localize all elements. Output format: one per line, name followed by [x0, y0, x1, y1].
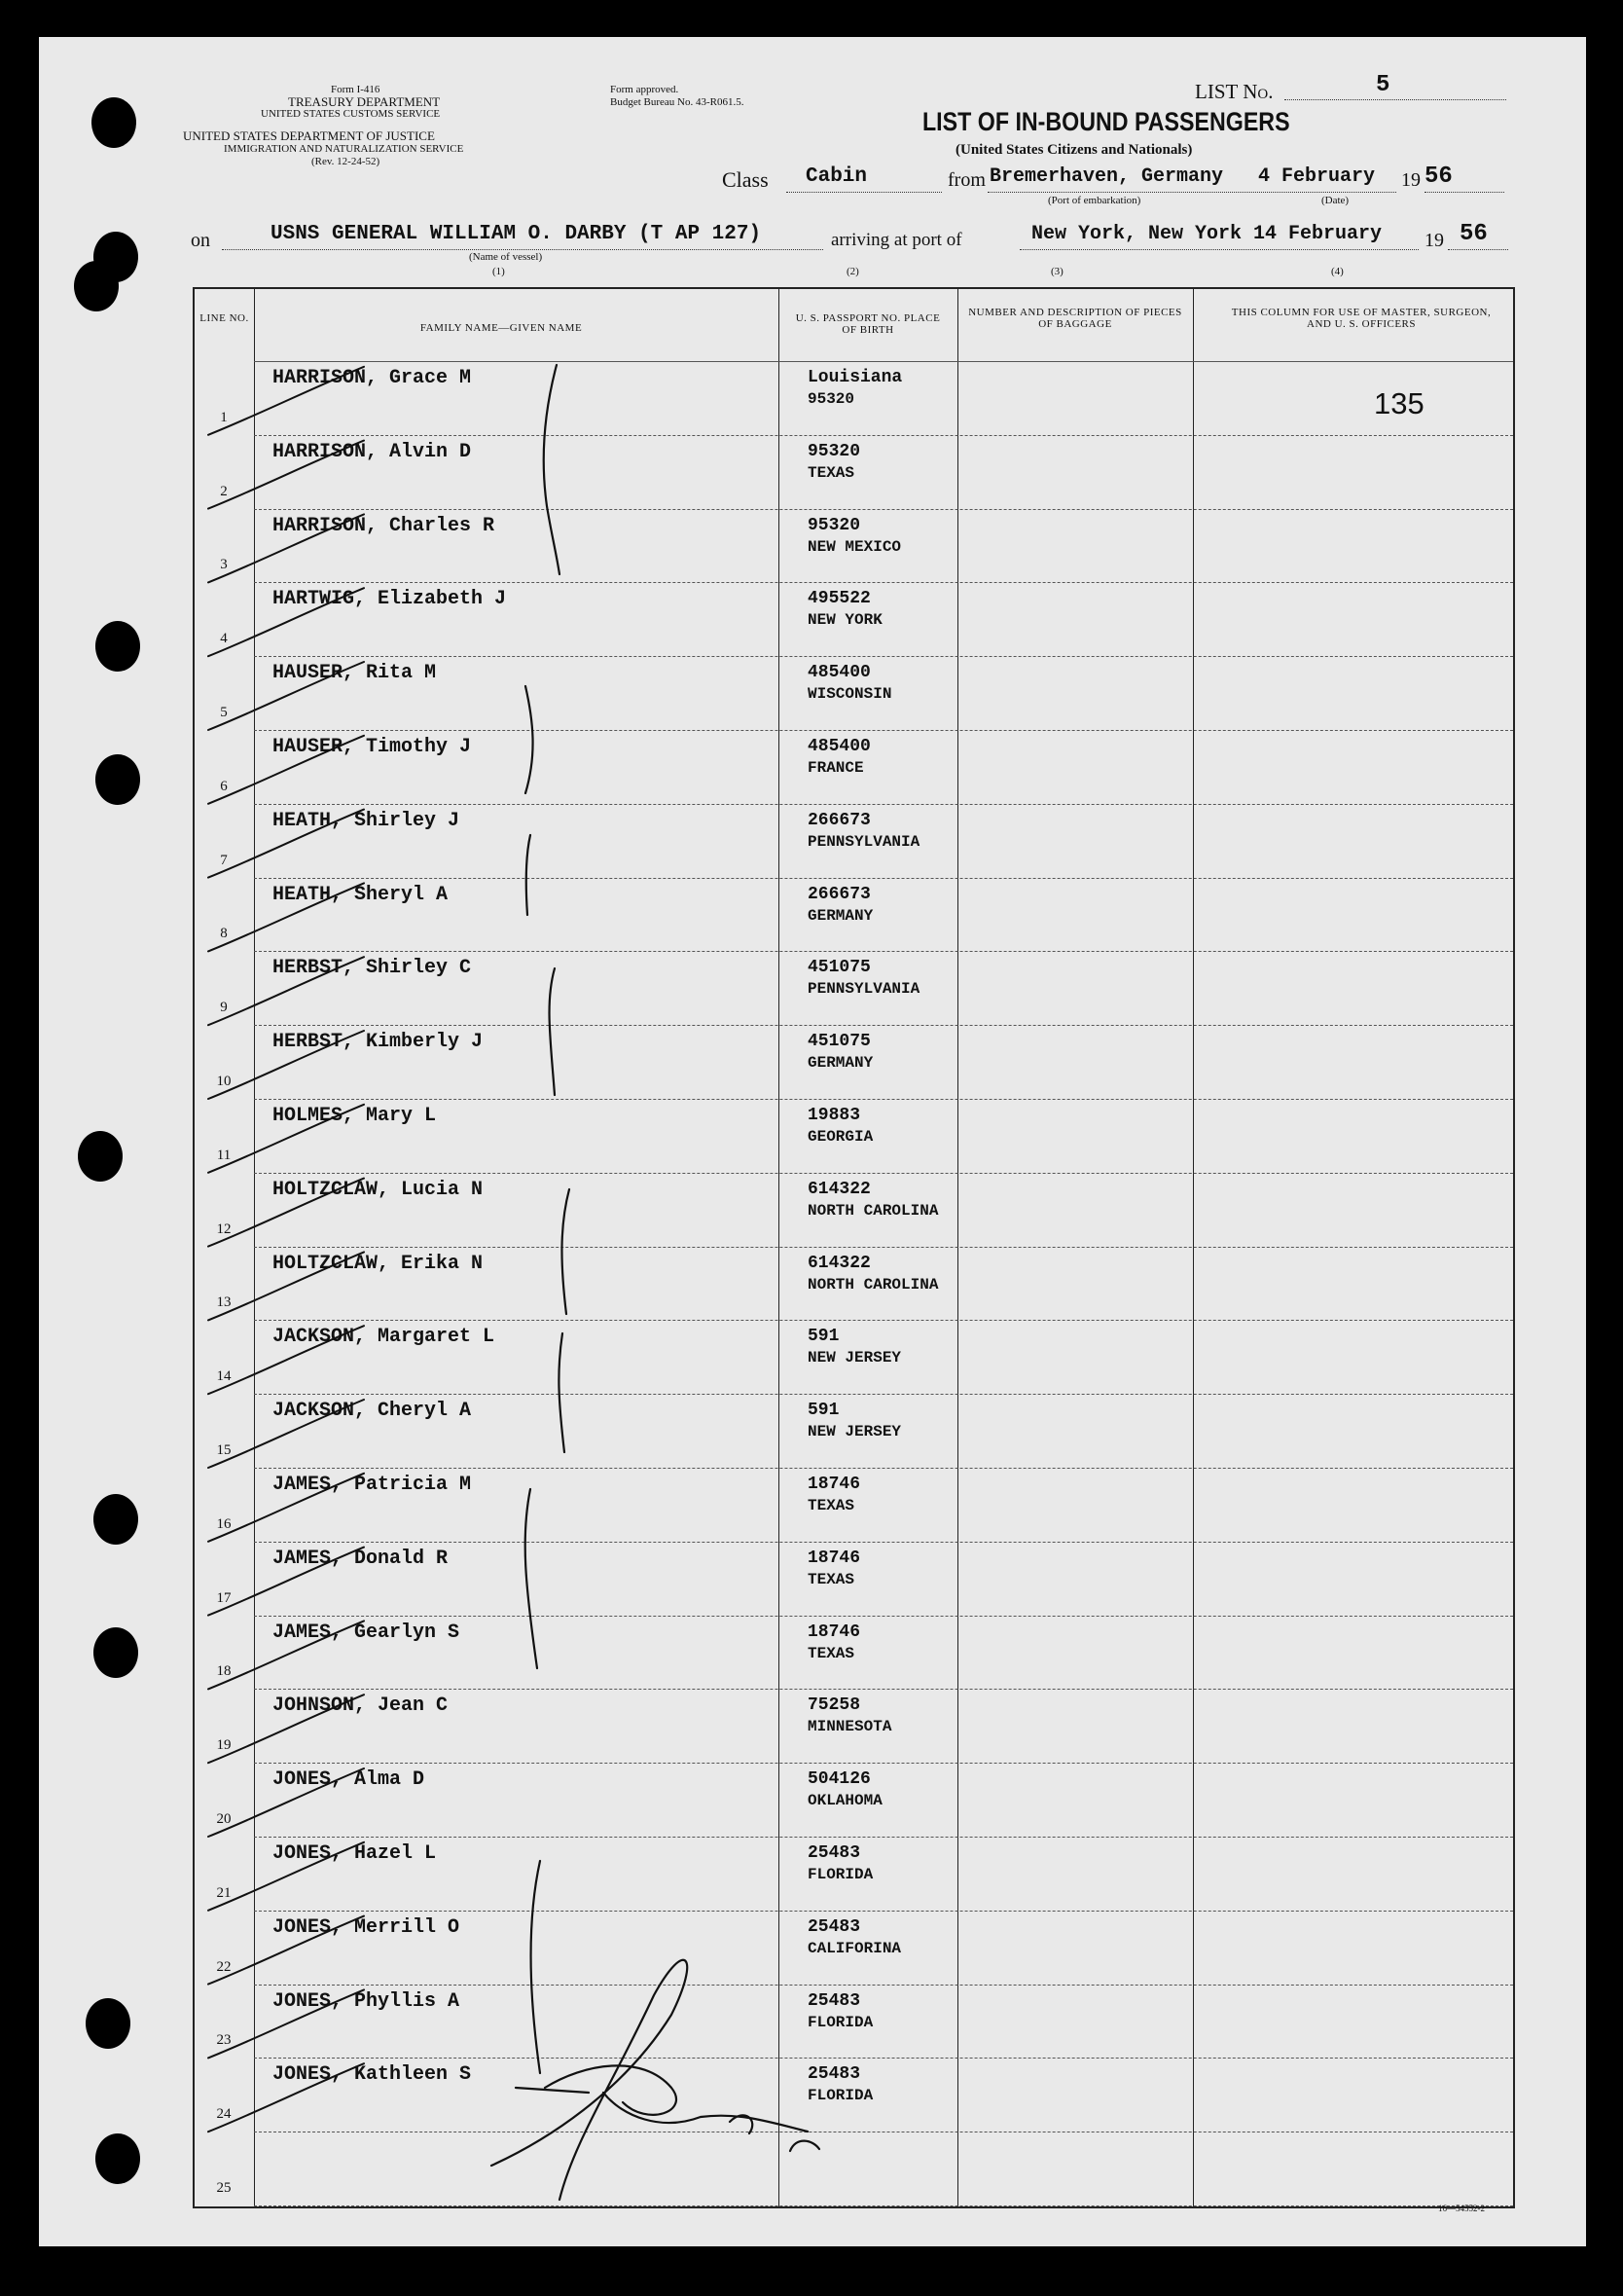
department-name: UNITED STATES DEPARTMENT OF JUSTICE — [183, 128, 435, 143]
line-number: 1 — [220, 409, 228, 425]
check-mark — [208, 1768, 364, 1837]
header-officers: THIS COLUMN FOR USE OF MASTER, SURGEON, AND U. S. OFFICERS — [1231, 307, 1492, 330]
passenger-name: JONES, Merrill O — [272, 1915, 460, 1939]
line-number: 11 — [216, 1147, 232, 1163]
arrival-year-prefix: 19 — [1425, 230, 1444, 251]
passport-number: 25483 — [808, 2064, 861, 2085]
passport-number: 495522 — [808, 589, 871, 609]
form-approved: Form approved. — [610, 84, 679, 95]
passport-number: 485400 — [808, 737, 871, 756]
header-line-no: LINE NO. — [199, 312, 249, 324]
line-number: 19 — [216, 1737, 232, 1754]
column-caption: (3) — [1051, 266, 1064, 277]
check-mark — [208, 514, 364, 582]
passport-number: 591 — [808, 1401, 840, 1421]
line-number: 6 — [220, 778, 228, 794]
line-number: 4 — [220, 631, 228, 647]
passport-number: 25483 — [808, 1843, 861, 1863]
passenger-name: JONES, Hazel L — [272, 1842, 437, 1865]
arriving-label: arriving at port of — [831, 230, 962, 250]
passenger-name: HEATH, Shirley J — [272, 809, 460, 832]
place-of-birth: NEW JERSEY — [808, 1349, 902, 1367]
passenger-name: HAUSER, Timothy J — [272, 736, 472, 758]
line-number: 5 — [220, 705, 228, 720]
passenger-name: JONES, Alma D — [272, 1768, 425, 1792]
check-mark — [208, 736, 364, 804]
check-mark — [208, 1326, 364, 1394]
column-caption: (1) — [492, 266, 505, 277]
passenger-name: JONES, Kathleen S — [272, 2063, 472, 2087]
passport-number: 451075 — [808, 1032, 871, 1052]
place-of-birth: NORTH CAROLINA — [808, 1201, 939, 1220]
place-of-birth: TEXAS — [808, 463, 855, 482]
line-number: 7 — [220, 852, 228, 868]
passport-number: 614322 — [808, 1179, 871, 1199]
passenger-name: HERBST, Kimberly J — [272, 1031, 484, 1054]
officer-note: 135 — [1374, 386, 1425, 420]
passport-number: 95320 — [808, 441, 861, 461]
check-mark — [208, 1400, 364, 1468]
passport-number: Louisiana — [808, 368, 903, 387]
from-label: from — [948, 169, 986, 191]
place-of-birth: OKLAHOMA — [808, 1792, 883, 1810]
page-subtitle: (United States Citizens and Nationals) — [956, 142, 1193, 158]
passport-number: 591 — [808, 1327, 840, 1347]
embarkation-year: 56 — [1425, 164, 1453, 190]
line-number: 20 — [216, 1811, 232, 1827]
line-number: 3 — [220, 557, 228, 573]
form-number: Form I-416 — [331, 84, 380, 95]
check-mark — [208, 1842, 364, 1911]
arrival-year: 56 — [1460, 221, 1488, 247]
line-number: 13 — [216, 1294, 232, 1311]
department-name: TREASURY DEPARTMENT — [288, 94, 441, 109]
passenger-name: HAUSER, Rita M — [272, 662, 437, 685]
header-baggage: NUMBER AND DESCRIPTION OF PIECES OF BAGGAGE — [968, 307, 1182, 330]
place-of-birth: NEW MEXICO — [808, 537, 902, 556]
check-mark — [208, 367, 364, 435]
line-number: 23 — [216, 2032, 232, 2049]
line-number: 10 — [216, 1074, 232, 1089]
line-number: 8 — [220, 926, 228, 942]
passenger-name: HEATH, Sheryl A — [272, 883, 449, 906]
passport-number: 485400 — [808, 663, 871, 683]
column-caption: (4) — [1331, 266, 1344, 277]
check-mark — [208, 1252, 364, 1320]
place-of-birth: TEXAS — [808, 1497, 855, 1514]
port-of-embarkation: Bremerhaven, Germany — [990, 165, 1224, 188]
check-mark — [208, 1916, 364, 1985]
line-number: 9 — [220, 1000, 228, 1016]
place-of-birth: NEW YORK — [808, 611, 883, 630]
check-mark — [208, 1695, 364, 1763]
check-mark — [208, 1474, 364, 1542]
check-mark — [208, 441, 364, 509]
place-of-birth: TEXAS — [808, 1570, 855, 1588]
passport-number: 25483 — [808, 1990, 861, 2011]
place-of-birth: CALIFORINA — [808, 1939, 902, 1957]
check-mark — [208, 810, 364, 878]
passenger-name: HARRISON, Grace M — [272, 367, 472, 389]
place-of-birth: PENNSYLVANIA — [808, 980, 920, 999]
page-title: LIST OF IN-BOUND PASSENGERS — [922, 107, 1290, 136]
passenger-name: HOLTZCLAW, Erika N — [272, 1252, 484, 1275]
passport-number: 451075 — [808, 958, 871, 978]
passenger-name: HARRISON, Alvin D — [272, 440, 472, 463]
line-number: 25 — [216, 2180, 232, 2196]
line-number: 2 — [220, 483, 228, 499]
line-number: 12 — [216, 1221, 232, 1237]
budget-bureau: Budget Bureau No. 43-R061.5. — [610, 96, 744, 108]
place-of-birth: FLORIDA — [808, 2013, 874, 2031]
date-caption: (Date) — [1321, 195, 1350, 206]
passport-number: 614322 — [808, 1253, 871, 1273]
check-mark — [208, 662, 364, 730]
passenger-name: HARRISON, Charles R — [272, 514, 495, 537]
place-of-birth: WISCONSIN — [808, 685, 892, 704]
check-mark — [208, 1179, 364, 1247]
passport-number: 504126 — [808, 1769, 871, 1790]
port-caption: (Port of embarkation) — [1048, 195, 1141, 206]
place-of-birth: 95320 — [808, 390, 855, 408]
passport-number: 266673 — [808, 884, 871, 904]
passport-number: 95320 — [808, 515, 861, 535]
passport-number: 18746 — [808, 1622, 861, 1642]
arrival-port: New York, New York 14 February — [1031, 223, 1383, 245]
line-number: 22 — [216, 1958, 232, 1975]
passport-number: 19883 — [808, 1106, 861, 1125]
check-mark — [208, 883, 364, 951]
passenger-name: HOLTZCLAW, Lucia N — [272, 1178, 484, 1201]
place-of-birth: TEXAS — [808, 1644, 855, 1662]
column-caption: (2) — [847, 266, 859, 277]
vessel-caption: (Name of vessel) — [469, 251, 543, 263]
list-no-label: LIST No. — [1195, 80, 1274, 103]
passenger-name: JACKSON, Margaret L — [272, 1326, 495, 1349]
passenger-name: HARTWIG, Elizabeth J — [272, 588, 507, 611]
place-of-birth: FLORIDA — [808, 2087, 874, 2105]
passport-number: 266673 — [808, 810, 871, 830]
passenger-name: JAMES, Gearlyn S — [272, 1621, 460, 1644]
line-number: 16 — [216, 1515, 232, 1532]
passenger-name: JONES, Phyllis A — [272, 1989, 460, 2013]
line-number: 18 — [216, 1663, 232, 1680]
class-label: Class — [722, 167, 769, 192]
passenger-name: JACKSON, Cheryl A — [272, 1400, 472, 1423]
passenger-name: HERBST, Shirley C — [272, 957, 472, 980]
line-number: 24 — [216, 2106, 232, 2123]
header-passport: U. S. PASSPORT NO. PLACE OF BIRTH — [795, 312, 941, 336]
class-value: Cabin — [806, 165, 868, 188]
header-family-name: FAMILY NAME—GIVEN NAME — [419, 322, 583, 334]
check-mark — [208, 957, 364, 1025]
check-mark — [208, 588, 364, 656]
place-of-birth: PENNSYLVANIA — [808, 832, 920, 851]
list-no-value: 5 — [1376, 72, 1390, 98]
year-prefix: 19 — [1401, 169, 1421, 191]
passport-number: 18746 — [808, 1548, 861, 1568]
line-number: 14 — [216, 1368, 232, 1385]
place-of-birth: FLORIDA — [808, 1866, 874, 1883]
passenger-name: JAMES, Donald R — [272, 1547, 449, 1570]
line-number: 15 — [216, 1442, 232, 1458]
department-subname: UNITED STATES CUSTOMS SERVICE — [261, 108, 441, 120]
vessel-name: USNS GENERAL WILLIAM O. DARBY (T AP 127) — [270, 223, 762, 245]
check-mark — [208, 1548, 364, 1616]
department-subname: IMMIGRATION AND NATURALIZATION SERVICE — [224, 143, 464, 155]
line-number: 21 — [216, 1884, 232, 1901]
check-mark — [208, 1105, 364, 1173]
passenger-name: JAMES, Patricia M — [272, 1474, 472, 1496]
place-of-birth: NEW JERSEY — [808, 1423, 902, 1441]
check-mark — [208, 1621, 364, 1689]
place-of-birth: GERMANY — [808, 1054, 874, 1073]
line-number: 17 — [216, 1589, 232, 1606]
embarkation-date: 4 February — [1258, 165, 1376, 188]
place-of-birth: NORTH CAROLINA — [808, 1275, 939, 1294]
passport-number: 18746 — [808, 1475, 861, 1494]
passport-number: 75258 — [808, 1695, 861, 1716]
place-of-birth: FRANCE — [808, 759, 864, 777]
on-label: on — [191, 230, 210, 251]
passport-number: 25483 — [808, 1916, 861, 1937]
revision-date: (Rev. 12-24-52) — [311, 156, 380, 167]
place-of-birth: GERMANY — [808, 906, 874, 925]
place-of-birth: MINNESOTA — [808, 1718, 892, 1736]
check-mark — [208, 2063, 364, 2132]
check-mark — [208, 1031, 364, 1099]
passenger-name: HOLMES, Mary L — [272, 1105, 437, 1127]
footer-code: 16—54552-2 — [1438, 2204, 1485, 2213]
check-mark — [208, 1989, 364, 2058]
place-of-birth: GEORGIA — [808, 1128, 874, 1146]
passenger-name: JOHNSON, Jean C — [272, 1695, 449, 1718]
